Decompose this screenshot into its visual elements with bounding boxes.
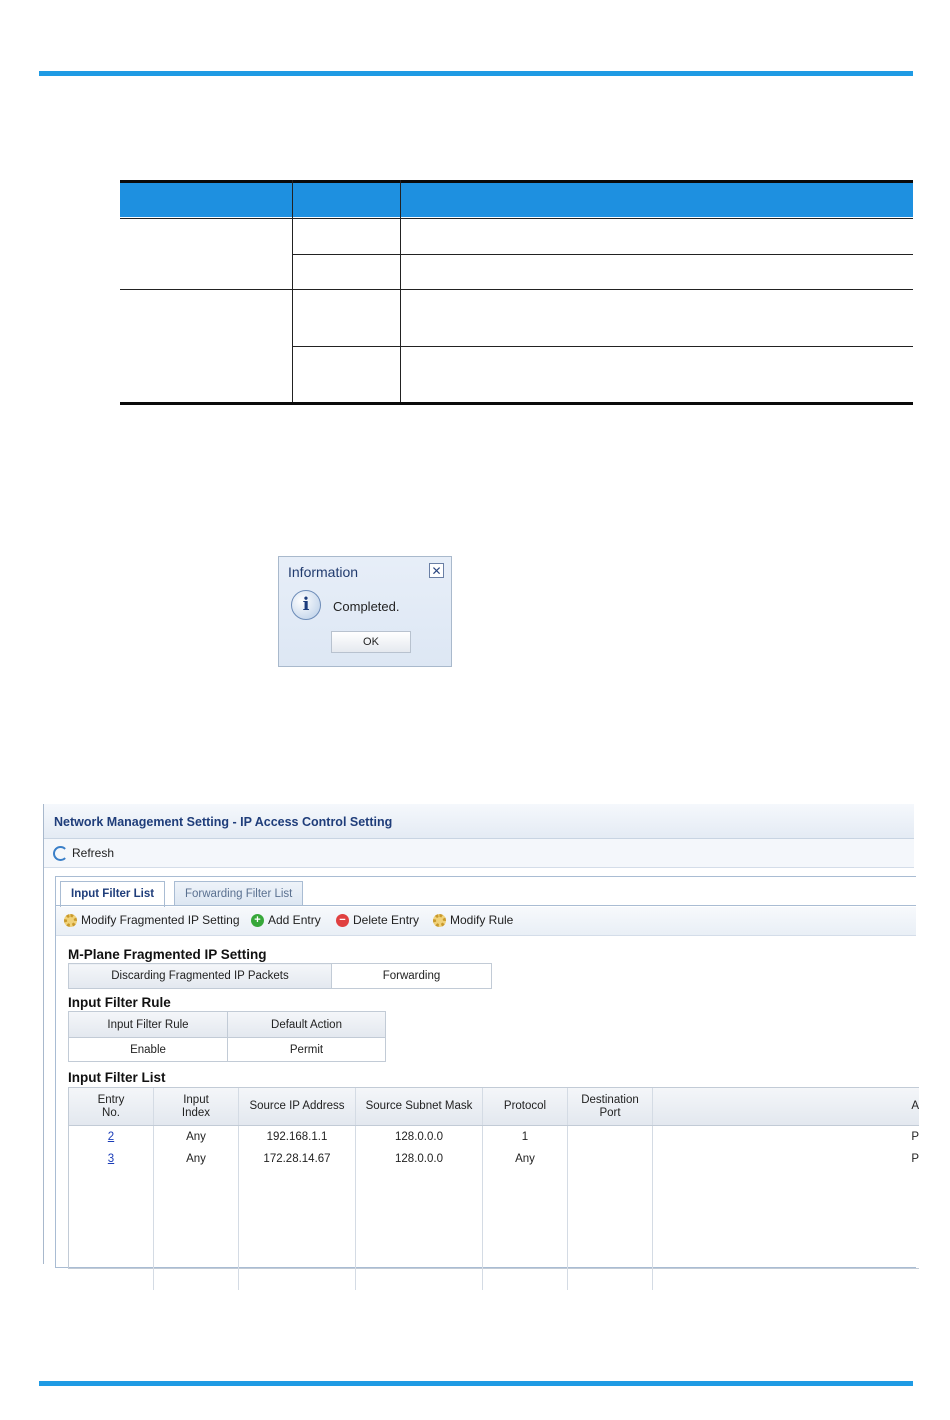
table-row	[69, 1126, 919, 1149]
ip-access-control-window	[43, 804, 919, 1264]
rule-value: Enable	[69, 1038, 228, 1062]
entry-link[interactable]: 3	[107, 1153, 115, 1165]
window-title-bar	[44, 804, 914, 839]
close-icon[interactable]: ✕	[429, 563, 444, 578]
rule-header: Default Action	[228, 1012, 386, 1038]
delete-entry-label: Delete Entry	[353, 913, 420, 927]
rule-header: Input Filter Rule	[69, 1012, 228, 1038]
cell-source-mask: 128.0.0.0	[356, 1126, 483, 1149]
column-header-destination-port: Destination Port	[568, 1088, 653, 1126]
gear-icon	[433, 914, 446, 927]
table-empty-space	[69, 1170, 919, 1290]
input-filter-rule-title: Input Filter Rule	[68, 995, 171, 1010]
cell-source-mask: 128.0.0.0	[356, 1148, 483, 1170]
cell-source-ip: 172.28.14.67	[239, 1148, 356, 1170]
filter-panel	[55, 876, 919, 1268]
modify-rule-button[interactable]	[433, 913, 513, 927]
column-header-entry: Entry No.	[69, 1088, 154, 1126]
add-icon: +	[251, 914, 264, 927]
modify-fragmented-ip-button[interactable]	[64, 913, 240, 927]
column-header-source-mask: Source Subnet Mask	[356, 1088, 483, 1126]
refresh-label: Refresh	[72, 846, 115, 860]
cell-destination-port	[568, 1126, 653, 1149]
tab-input-filter-list[interactable]: Input Filter List	[60, 881, 165, 907]
refresh-icon	[53, 846, 68, 861]
add-entry-button[interactable]	[251, 913, 321, 927]
input-filter-rule-table	[68, 1011, 386, 1062]
fragmented-ip-section-title: M-Plane Fragmented IP Setting	[68, 947, 267, 962]
fragmented-ip-value: Forwarding	[332, 964, 492, 989]
doc-table-header	[120, 180, 913, 217]
window-title: Network Management Setting - IP Access Control Setting	[54, 815, 393, 829]
gear-icon	[64, 914, 77, 927]
column-header-source-ip: Source IP Address	[239, 1088, 356, 1126]
top-toolbar	[44, 839, 914, 868]
page-bottom-rule	[39, 1381, 913, 1386]
doc-table-divider	[292, 180, 293, 405]
doc-table-rowline	[292, 346, 913, 347]
table-row	[69, 1148, 919, 1170]
modify-fragmented-label: Modify Fragmented IP Setting	[81, 913, 240, 927]
tab-divider	[56, 905, 916, 906]
add-entry-label: Add Entry	[268, 913, 321, 927]
action-toolbar	[56, 907, 916, 936]
cell-protocol: 1	[483, 1126, 568, 1149]
entry-link[interactable]: 2	[107, 1131, 115, 1143]
cell-protocol: Any	[483, 1148, 568, 1170]
dialog-title: Information	[288, 564, 359, 580]
page-top-rule	[39, 71, 913, 76]
information-dialog	[278, 556, 452, 667]
doc-table-rowline	[292, 254, 913, 255]
delete-icon: −	[336, 914, 349, 927]
delete-entry-button[interactable]	[336, 913, 419, 927]
cell-destination-port	[568, 1148, 653, 1170]
ok-button[interactable]: OK	[331, 631, 411, 653]
modify-rule-label: Modify Rule	[450, 913, 514, 927]
column-header-input-index: Input Index	[154, 1088, 239, 1126]
input-filter-list-title: Input Filter List	[68, 1070, 166, 1085]
refresh-button[interactable]	[53, 844, 114, 862]
doc-table-divider	[400, 180, 401, 405]
info-icon: i	[291, 590, 321, 620]
cell-truncated: P	[911, 1131, 919, 1143]
cell-index: Any	[154, 1148, 239, 1170]
cell-index: Any	[154, 1126, 239, 1149]
input-filter-list-table	[68, 1087, 919, 1269]
column-header-protocol: Protocol	[483, 1088, 568, 1126]
cell-source-ip: 192.168.1.1	[239, 1126, 356, 1149]
doc-table-bottom-rule	[120, 402, 913, 405]
doc-table-rowline	[120, 289, 913, 290]
fragmented-ip-label: Discarding Fragmented IP Packets	[69, 964, 332, 989]
cell-truncated: P	[911, 1153, 919, 1165]
doc-table	[120, 180, 913, 405]
doc-table-rowline	[120, 218, 913, 219]
dialog-message: Completed.	[333, 599, 400, 614]
tab-forwarding-filter-list[interactable]: Forwarding Filter List	[174, 881, 303, 906]
column-header-truncated: A	[653, 1088, 920, 1126]
rule-value: Permit	[228, 1038, 386, 1062]
fragmented-ip-table	[68, 963, 492, 989]
